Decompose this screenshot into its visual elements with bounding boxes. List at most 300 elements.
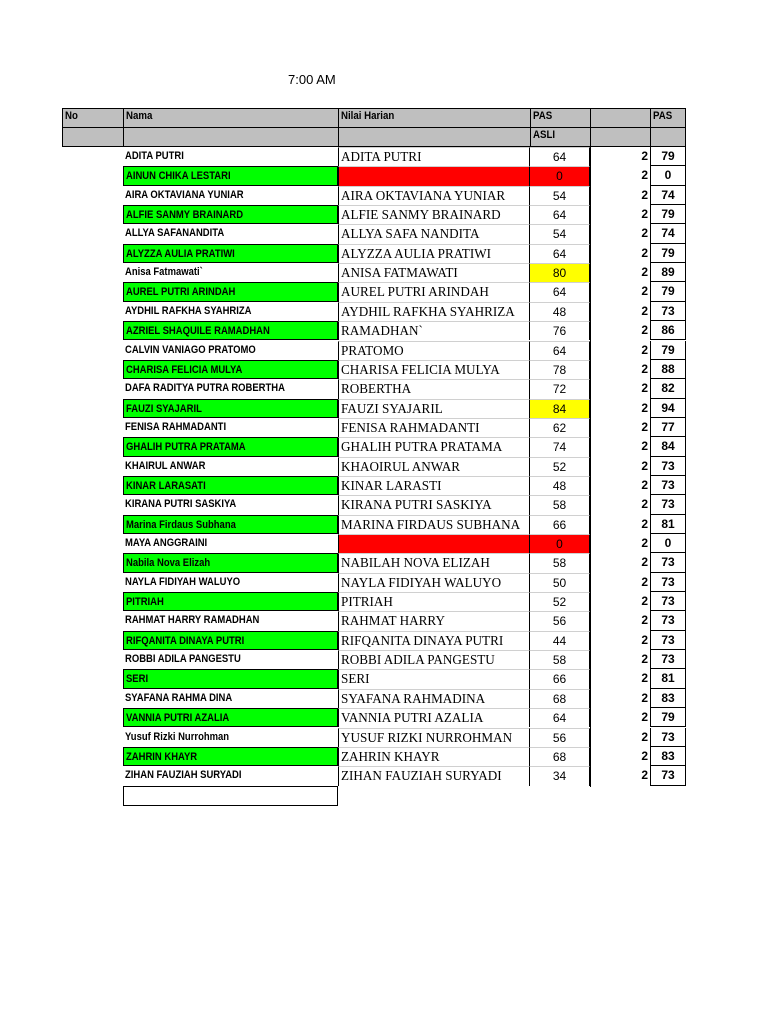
cell-nama <box>123 476 338 495</box>
cell-two-text: 2 <box>641 168 648 183</box>
cell-two <box>590 360 650 379</box>
cell-nilai-text: RAMADHAN` <box>341 324 423 340</box>
cell-two-text: 2 <box>641 516 648 531</box>
cell-asli-text: 72 <box>552 382 567 397</box>
cell-nama <box>123 321 338 340</box>
table-row <box>0 360 768 379</box>
cell-nilai-text: KIRANA PUTRI SASKIYA <box>341 498 492 514</box>
cell-nilai <box>338 592 530 611</box>
cell-pas-text: 74 <box>661 187 675 202</box>
cell-pas <box>650 631 686 650</box>
cell-nilai-text: AIRA OKTAVIANA YUNIAR <box>341 188 506 204</box>
cell-asli <box>530 553 590 572</box>
cell-nilai <box>338 360 530 379</box>
cell-two <box>590 418 650 437</box>
cell-nilai-text: CHARISA FELICIA MULYA <box>341 362 500 378</box>
cell-two <box>590 399 650 418</box>
cell-nilai <box>338 495 530 514</box>
cell-pas-text: 73 <box>661 594 675 609</box>
cell-pas <box>650 592 686 611</box>
cell-nilai <box>338 186 530 205</box>
cell-nama-text: SYAFANA RAHMA DINA <box>125 691 233 704</box>
cell-pas-text: 79 <box>661 207 675 222</box>
cell-nilai-text: ALFIE SANMY BRAINARD <box>341 208 501 224</box>
cell-nama <box>123 166 338 185</box>
table-row <box>0 244 768 263</box>
cell-two <box>590 205 650 224</box>
cell-nilai <box>338 457 530 476</box>
cell-two <box>590 650 650 669</box>
cell-asli-text: 52 <box>552 459 567 474</box>
cell-asli <box>530 341 590 360</box>
cell-nama <box>123 747 338 766</box>
cell-two <box>590 728 650 747</box>
cell-asli-text: 78 <box>552 362 567 377</box>
cell-pas <box>650 689 686 708</box>
blank-row <box>123 786 338 806</box>
cell-pas-text: 79 <box>661 342 675 357</box>
table-row <box>0 611 768 630</box>
cell-pas <box>650 302 686 321</box>
cell-asli-text: 84 <box>552 401 567 416</box>
cell-asli <box>530 689 590 708</box>
cell-asli <box>530 437 590 456</box>
cell-two-text: 2 <box>641 342 648 357</box>
cell-nama-text: KHAIRUL ANWAR <box>125 459 206 472</box>
cell-nama-text: ZAHRIN KHAYR <box>126 750 198 763</box>
table-row <box>0 186 768 205</box>
cell-nama <box>123 418 338 437</box>
cell-pas-text: 81 <box>661 671 675 686</box>
cell-nama-text: Anisa Fatmawati` <box>125 266 203 279</box>
cell-nama-text: Nabila Nova Elizah <box>126 557 211 570</box>
cell-pas <box>650 186 686 205</box>
cell-asli <box>530 418 590 437</box>
cell-nama-text: VANNIA PUTRI AZALIA <box>126 712 230 725</box>
cell-nama <box>123 592 338 611</box>
cell-pas <box>650 476 686 495</box>
cell-nama <box>123 341 338 360</box>
cell-pas <box>650 147 686 166</box>
cell-pas-text: 73 <box>661 729 675 744</box>
cell-two-text: 2 <box>641 187 648 202</box>
cell-nama <box>123 244 338 263</box>
cell-asli-text: 76 <box>552 324 567 339</box>
cell-asli-text: 58 <box>552 556 567 571</box>
cell-asli <box>530 573 590 592</box>
cell-nilai-text: ALYZZA AULIA PRATIWI <box>341 246 492 262</box>
cell-pas-text: 0 <box>664 536 672 550</box>
cell-two-text: 2 <box>641 458 648 473</box>
cell-nilai-text: ANISA FATMAWATI <box>341 266 458 282</box>
cell-asli-text: 66 <box>552 517 567 532</box>
cell-asli <box>530 476 590 495</box>
cell-nama <box>123 186 338 205</box>
cell-nama <box>123 553 338 572</box>
table-row <box>0 418 768 437</box>
cell-nilai <box>338 650 530 669</box>
header-empty-1 <box>590 108 651 128</box>
cell-asli-text: 48 <box>552 304 567 319</box>
cell-two <box>590 592 650 611</box>
cell-nilai <box>338 341 530 360</box>
cell-pas-text: 73 <box>661 768 675 783</box>
cell-two-text: 2 <box>641 555 648 570</box>
cell-nama-text: RAHMAT HARRY RAMADHAN <box>125 614 260 627</box>
cell-pas-text: 73 <box>661 458 675 473</box>
table-row <box>0 573 768 592</box>
cell-nama-text: FAUZI SYAJARIL <box>126 402 202 415</box>
cell-asli <box>530 728 590 747</box>
cell-nilai-text: KINAR LARASTI <box>341 478 442 494</box>
cell-two-text: 2 <box>641 613 648 628</box>
cell-nama <box>123 650 338 669</box>
cell-nama-text: AINUN CHIKA LESTARI <box>126 170 231 183</box>
cell-two-text: 2 <box>641 323 648 338</box>
cell-nilai <box>338 418 530 437</box>
header-pas-2: PAS <box>650 108 686 128</box>
cell-nilai-text: ROBBI ADILA PANGESTU <box>341 653 495 669</box>
cell-nama <box>123 147 338 166</box>
cell-nilai-text: AYDHIL RAFKHA SYAHRIZA <box>341 304 515 320</box>
cell-nilai <box>338 321 530 340</box>
cell-nilai <box>338 669 530 688</box>
cell-asli <box>530 457 590 476</box>
cell-asli <box>530 534 590 553</box>
cell-asli <box>530 611 590 630</box>
cell-pas-text: 83 <box>661 690 675 705</box>
cell-pas-text: 73 <box>661 477 675 492</box>
cell-nama <box>123 457 338 476</box>
cell-pas <box>650 166 686 185</box>
header-no: No <box>62 108 124 128</box>
cell-nama-text: RIFQANITA DINAYA PUTRI <box>126 634 245 647</box>
cell-pas-text: 73 <box>661 613 675 628</box>
cell-two-text: 2 <box>641 536 648 550</box>
cell-two <box>590 708 650 727</box>
table-row <box>0 147 768 166</box>
cell-pas <box>650 553 686 572</box>
cell-asli-text: 64 <box>552 285 567 300</box>
cell-two <box>590 747 650 766</box>
cell-pas <box>650 495 686 514</box>
cell-nilai <box>338 747 530 766</box>
table-row <box>0 515 768 534</box>
cell-nama-text: AIRA OKTAVIANA YUNIAR <box>125 188 244 201</box>
cell-nama <box>123 495 338 514</box>
cell-nilai-text: MARINA FIRDAUS SUBHANA <box>341 517 521 533</box>
table-row <box>0 282 768 301</box>
table-row <box>0 476 768 495</box>
cell-nilai-text: PITRIAH <box>341 595 393 611</box>
cell-nilai <box>338 631 530 650</box>
cell-asli <box>530 747 590 766</box>
cell-two <box>590 631 650 650</box>
cell-pas <box>650 321 686 340</box>
cell-pas-text: 94 <box>661 400 675 415</box>
cell-pas <box>650 341 686 360</box>
cell-nama <box>123 573 338 592</box>
cell-nilai <box>338 166 530 185</box>
cell-pas <box>650 708 686 727</box>
cell-nilai <box>338 302 530 321</box>
cell-asli-text: 0 <box>556 169 563 184</box>
cell-pas-text: 83 <box>661 748 675 763</box>
cell-two-text: 2 <box>641 245 648 260</box>
table-row <box>0 495 768 514</box>
header-nama: Nama <box>123 108 339 128</box>
cell-nama-text: ROBBI ADILA PANGESTU <box>125 653 241 666</box>
cell-pas <box>650 534 686 553</box>
cell-nama-text: ALFIE SANMY BRAINARD <box>126 209 244 222</box>
cell-two <box>590 476 650 495</box>
cell-nilai <box>338 282 530 301</box>
cell-pas <box>650 573 686 592</box>
cell-nama <box>123 534 338 553</box>
cell-asli-text: 68 <box>552 691 567 706</box>
cell-asli-text: 80 <box>552 266 567 281</box>
cell-nama-text: KIRANA PUTRI SASKIYA <box>125 498 237 511</box>
cell-two <box>590 573 650 592</box>
cell-asli <box>530 263 590 282</box>
cell-pas <box>650 747 686 766</box>
cell-two-text: 2 <box>641 439 648 454</box>
cell-asli-text: 44 <box>552 633 567 648</box>
cell-asli <box>530 631 590 650</box>
cell-nama-text: FENISA RAHMADANTI <box>125 420 227 433</box>
cell-pas-text: 0 <box>664 168 672 183</box>
cell-pas-text: 84 <box>661 439 675 454</box>
cell-nilai-text: ADITA PUTRI <box>341 150 422 165</box>
cell-two <box>590 282 650 301</box>
cell-pas <box>650 379 686 398</box>
cell-two <box>590 495 650 514</box>
cell-pas-text: 73 <box>661 652 675 667</box>
cell-pas <box>650 728 686 747</box>
time-label: 7:00 AM <box>288 72 336 87</box>
cell-two-text: 2 <box>641 477 648 492</box>
cell-nilai <box>338 766 530 785</box>
cell-nilai-text: NABILAH NOVA ELIZAH <box>341 556 490 572</box>
cell-pas <box>650 650 686 669</box>
cell-nilai <box>338 515 530 534</box>
cell-asli <box>530 495 590 514</box>
cell-two <box>590 534 650 553</box>
cell-two-text: 2 <box>641 632 648 647</box>
table-row <box>0 650 768 669</box>
cell-two <box>590 321 650 340</box>
cell-two <box>590 669 650 688</box>
table-row <box>0 166 768 185</box>
cell-nama-text: CALVIN VANIAGO PRATOMO <box>125 343 256 356</box>
cell-nilai <box>338 205 530 224</box>
cell-nilai <box>338 476 530 495</box>
cell-two-text: 2 <box>641 729 648 744</box>
cell-nama-text: DAFA RADITYA PUTRA ROBERTHA <box>125 382 285 395</box>
cell-two-text: 2 <box>641 690 648 705</box>
cell-pas-text: 82 <box>661 381 675 396</box>
cell-pas <box>650 205 686 224</box>
cell-nilai-text: ROBERTHA <box>341 382 412 398</box>
cell-two <box>590 611 650 630</box>
cell-asli-text: 34 <box>552 769 567 784</box>
header-nilai-harian: Nilai Harian <box>338 108 531 128</box>
cell-asli <box>530 205 590 224</box>
cell-two <box>590 166 650 185</box>
cell-nilai-text: ZIHAN FAUZIAH SURYADI <box>341 769 502 785</box>
header-nilai-sub <box>338 127 531 147</box>
cell-nilai-text: ZAHRIN KHAYR <box>341 749 440 765</box>
cell-two <box>590 437 650 456</box>
cell-two <box>590 515 650 534</box>
cell-nama <box>123 728 338 747</box>
cell-pas <box>650 418 686 437</box>
cell-asli <box>530 186 590 205</box>
cell-asli-text: 64 <box>552 150 567 164</box>
cell-pas-text: 73 <box>661 303 675 318</box>
cell-pas <box>650 669 686 688</box>
cell-asli-text: 58 <box>552 498 567 513</box>
cell-asli <box>530 244 590 263</box>
cell-nilai <box>338 147 530 166</box>
cell-pas-text: 73 <box>661 555 675 570</box>
cell-two <box>590 766 650 785</box>
cell-asli <box>530 650 590 669</box>
table-row <box>0 437 768 456</box>
cell-nama-text: GHALIH PUTRA PRATAMA <box>126 441 246 454</box>
cell-nama <box>123 437 338 456</box>
cell-asli-text: 52 <box>552 595 567 610</box>
cell-pas <box>650 360 686 379</box>
cell-nama <box>123 669 338 688</box>
cell-nilai-text: SYAFANA RAHMADINA <box>341 691 486 707</box>
table-row <box>0 553 768 572</box>
cell-asli-text: 58 <box>552 653 567 668</box>
cell-asli-text: 74 <box>552 440 567 455</box>
cell-nama <box>123 708 338 727</box>
cell-nilai <box>338 728 530 747</box>
cell-nama-text: ZIHAN FAUZIAH SURYADI <box>125 769 242 782</box>
cell-nama-text: NAYLA FIDIYAH WALUYO <box>125 575 241 588</box>
cell-pas-text: 79 <box>661 710 675 725</box>
cell-nama <box>123 263 338 282</box>
cell-two-text: 2 <box>641 671 648 686</box>
table-row <box>0 669 768 688</box>
cell-pas-text: 88 <box>661 361 675 376</box>
cell-asli-text: 48 <box>552 478 567 493</box>
cell-asli <box>530 166 590 185</box>
cell-pas-text: 74 <box>661 226 675 241</box>
cell-nama <box>123 611 338 630</box>
table-row <box>0 302 768 321</box>
cell-nama <box>123 224 338 243</box>
cell-two-text: 2 <box>641 207 648 222</box>
cell-pas <box>650 457 686 476</box>
cell-nilai-text: RIFQANITA DINAYA PUTRI <box>341 633 504 649</box>
header-pas-sub <box>650 127 686 147</box>
cell-two <box>590 379 650 398</box>
cell-asli <box>530 321 590 340</box>
cell-pas-text: 89 <box>661 265 675 280</box>
cell-nama-text: CHARISA FELICIA MULYA <box>126 363 243 376</box>
cell-nama-text: AYDHIL RAFKHA SYAHRIZA <box>125 304 252 317</box>
column-divider <box>590 147 591 787</box>
cell-asli-text: 0 <box>556 537 563 551</box>
cell-nilai <box>338 263 530 282</box>
table-row <box>0 631 768 650</box>
cell-two-text: 2 <box>641 361 648 376</box>
table-row <box>0 766 768 785</box>
cell-nilai-text: KHAOIRUL ANWAR <box>341 459 461 475</box>
cell-pas <box>650 766 686 785</box>
table-row <box>0 321 768 340</box>
table-row <box>0 399 768 418</box>
header-empty-2 <box>590 127 651 147</box>
cell-asli-text: 64 <box>552 208 567 223</box>
cell-nilai <box>338 244 530 263</box>
table-row <box>0 457 768 476</box>
cell-nilai <box>338 379 530 398</box>
cell-asli <box>530 282 590 301</box>
cell-nama-text: KINAR LARASATI <box>126 479 206 492</box>
cell-two <box>590 302 650 321</box>
cell-nama-text: ADITA PUTRI <box>125 150 184 162</box>
cell-nama-text: PITRIAH <box>126 596 164 609</box>
cell-nilai <box>338 437 530 456</box>
cell-nilai <box>338 708 530 727</box>
cell-nama <box>123 515 338 534</box>
header-nama-sub <box>123 127 339 147</box>
cell-pas-text: 79 <box>661 149 675 163</box>
cell-asli-text: 56 <box>552 614 567 629</box>
cell-nilai-text: PRATOMO <box>341 343 404 359</box>
cell-nama-text: AUREL PUTRI ARINDAH <box>126 286 236 299</box>
header-asli: ASLI <box>530 127 591 147</box>
table-row <box>0 205 768 224</box>
cell-nama <box>123 302 338 321</box>
cell-asli <box>530 669 590 688</box>
cell-asli <box>530 515 590 534</box>
cell-asli-text: 64 <box>552 343 567 358</box>
cell-pas <box>650 399 686 418</box>
table-row <box>0 708 768 727</box>
cell-nama-text: AZRIEL SHAQUILE RAMADHAN <box>126 325 270 338</box>
cell-pas-text: 79 <box>661 245 675 260</box>
cell-two-text: 2 <box>641 226 648 241</box>
cell-asli <box>530 379 590 398</box>
table-row <box>0 341 768 360</box>
cell-nilai <box>338 399 530 418</box>
table-row <box>0 747 768 766</box>
cell-nama <box>123 379 338 398</box>
cell-nilai <box>338 689 530 708</box>
cell-pas-text: 77 <box>661 419 675 434</box>
cell-nama-text: SERI <box>126 673 149 686</box>
cell-nama <box>123 360 338 379</box>
table-row <box>0 592 768 611</box>
cell-pas <box>650 224 686 243</box>
cell-asli <box>530 302 590 321</box>
cell-two <box>590 553 650 572</box>
cell-nama <box>123 766 338 785</box>
cell-nama <box>123 282 338 301</box>
cell-pas-text: 79 <box>661 284 675 299</box>
cell-two-text: 2 <box>641 497 648 512</box>
cell-asli-text: 54 <box>552 188 567 203</box>
cell-nilai-text: YUSUF RIZKI NURROHMAN <box>341 730 513 746</box>
header-pas: PAS <box>530 108 591 128</box>
cell-pas-text: 73 <box>661 497 675 512</box>
